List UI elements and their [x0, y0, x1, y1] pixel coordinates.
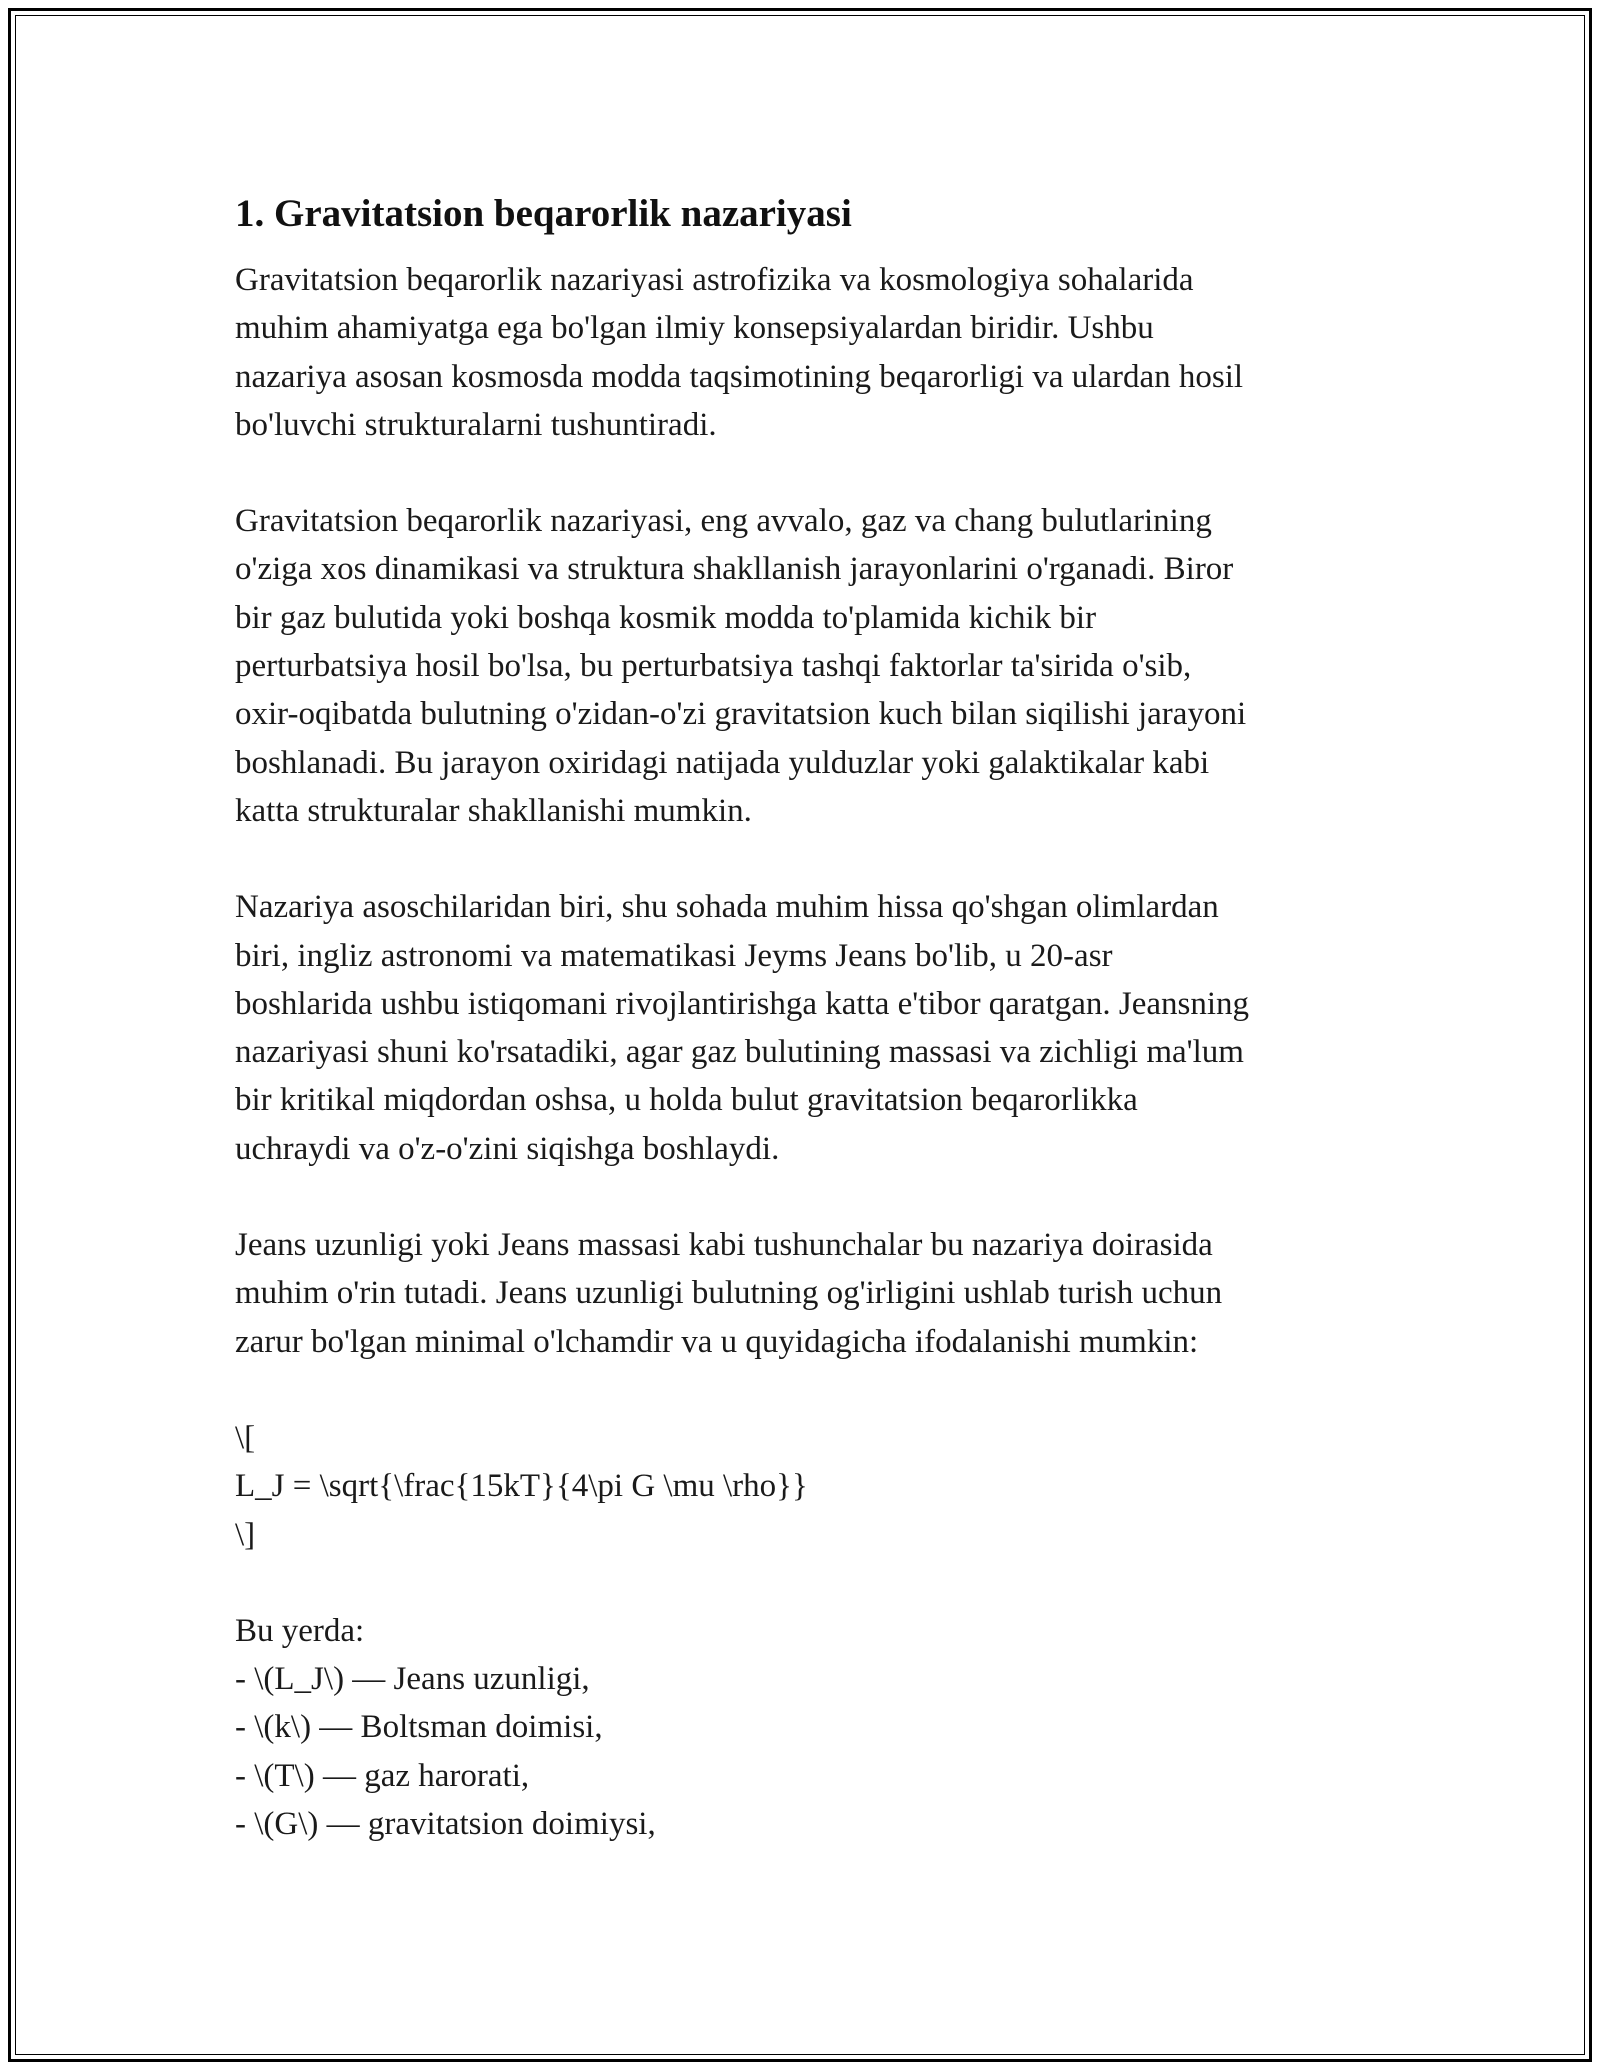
paragraph-line: biri, ingliz astronomi va matematikasi Jeyms Jeans bo'lib, u 20-asr — [235, 937, 1113, 974]
paragraph-line: boshlarida ushbu istiqomani rivojlantirishga katta e'tibor qaratgan. Jeansning — [235, 985, 1250, 1022]
paragraph-line: Gravitatsion beqarorlik nazariyasi astrofizika va kosmologiya sohalarida — [235, 262, 1194, 298]
paragraph-line: o'ziga xos dinamikasi va struktura shakllanish jarayonlarini o'rganadi. Biror — [235, 551, 1234, 588]
section-title: 1. Gravitatsion beqarorlik nazariyasi — [235, 192, 852, 235]
definition-item: - \(G\) — gravitatsion doimiysi, — [235, 1806, 656, 1843]
definition-item: - \(L_J\) — Jeans uzunligi, — [235, 1661, 590, 1698]
paragraph-line: Gravitatsion beqarorlik nazariyasi, eng avvalo, gaz va chang bulutlarining — [235, 503, 1212, 540]
formula-line: L_J = \sqrt{\frac{15kT}{4\pi G \mu \rho}} — [235, 1468, 808, 1505]
definitions-list — [235, 1607, 1375, 1848]
paragraph-line: bir kritikal miqdordan oshsa, u holda bulut gravitatsion beqarorlikka — [235, 1082, 1138, 1119]
paragraph-line: katta strukturalar shakllanishi mumkin. — [235, 792, 752, 829]
paragraph-line: oxir-oqibatda bulutning o'zidan-o'zi gravitatsion kuch bilan siqilishi jarayoni — [235, 696, 1247, 733]
paragraph-line: nazariyasi shuni ko'rsatadiki, agar gaz bulutining massasi va zichligi ma'lum — [235, 1034, 1244, 1071]
paragraph-line: zarur bo'lgan minimal o'lchamdir va u quyidagicha ifodalanishi mumkin: — [235, 1323, 1199, 1360]
paragraph-line: muhim o'rin tutadi. Jeans uzunligi bulutning og'irligini ushlab turish uchun — [235, 1275, 1223, 1312]
paragraph-line: perturbatsiya hosil bo'lsa, bu perturbatsiya tashqi faktorlar ta'sirida o'sib, — [235, 648, 1192, 685]
definitions-intro: Bu yerda: — [235, 1612, 365, 1649]
formula-line: \[ — [235, 1419, 256, 1456]
document-body — [235, 186, 1375, 1896]
paragraph-1 — [235, 256, 1375, 449]
paragraph-line: bir gaz bulutida yoki boshqa kosmik modda to'plamida kichik bir — [235, 599, 1097, 636]
paragraph-line: Jeans uzunligi yoki Jeans massasi kabi tushunchalar bu nazariya doirasida — [235, 1227, 1213, 1264]
formula-line: \] — [235, 1516, 256, 1553]
formula-block — [235, 1414, 1375, 1559]
paragraph-line: boshlanadi. Bu jarayon oxiridagi natijada yulduzlar yoki galaktikalar kabi — [235, 744, 1210, 781]
paragraph-4 — [235, 1221, 1375, 1366]
paragraph-line: nazariya asosan kosmosda modda taqsimotining beqarorligi va ulardan hosil — [235, 358, 1244, 395]
paragraph-3 — [235, 883, 1375, 1173]
paragraph-line: uchraydi va o'z-o'zini siqishga boshlaydi. — [235, 1130, 780, 1167]
paragraph-line: muhim ahamiyatga ega bo'lgan ilmiy konsepsiyalardan biridir. Ushbu — [235, 310, 1154, 347]
paragraph-line: bo'luvchi strukturalarni tushuntiradi. — [235, 406, 717, 443]
definition-item: - \(k\) — Boltsman doimisi, — [235, 1709, 603, 1746]
definition-item: - \(T\) — gaz harorati, — [235, 1757, 530, 1794]
paragraph-line: Nazariya asoschilaridan biri, shu sohada muhim hissa qo'shgan olimlardan — [235, 889, 1219, 926]
paragraph-2 — [235, 497, 1375, 835]
